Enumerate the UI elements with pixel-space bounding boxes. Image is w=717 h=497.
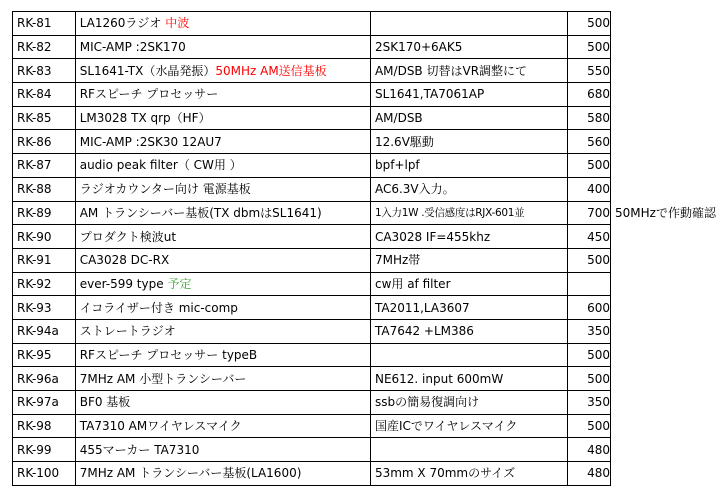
name-cell[interactable] (75, 201, 370, 225)
code-cell[interactable]: RK-85 (13, 106, 76, 130)
note-cell[interactable]: 2SK170+6AK5 (370, 35, 567, 59)
price-cell[interactable]: 500 (568, 154, 611, 178)
extra-cell[interactable] (611, 462, 717, 486)
code-cell[interactable]: RK-93 (13, 296, 76, 320)
code-cell[interactable]: RK-98 (13, 414, 76, 438)
code-cell[interactable]: RK-99 (13, 438, 76, 462)
name-cell[interactable] (75, 225, 370, 249)
name-text: LA1260ラジオ (79, 16, 162, 31)
extra-cell[interactable] (611, 367, 717, 391)
note-cell[interactable] (370, 343, 567, 367)
extra-cell[interactable] (611, 414, 717, 438)
name-text: MIC-AMP :2SK170 (79, 40, 186, 55)
name-text: TA7310 AMワイヤレスマイク (79, 419, 242, 434)
price-cell[interactable]: 600 (568, 296, 611, 320)
price-cell[interactable]: 450 (568, 225, 611, 249)
table-row (13, 12, 717, 36)
table-row (13, 225, 717, 249)
note-cell[interactable]: ssbの簡易復調向け (370, 391, 567, 415)
note-cell[interactable]: CA3028 IF=455khz (370, 225, 567, 249)
name-text: CA3028 DC-RX (79, 253, 170, 268)
product-table-body (13, 12, 717, 486)
name-cell[interactable] (75, 12, 370, 36)
note-cell[interactable]: 12.6V駆動 (370, 130, 567, 154)
extra-cell[interactable] (611, 12, 717, 36)
price-cell[interactable]: 560 (568, 130, 611, 154)
table-row (13, 391, 717, 415)
name-text: プロダクト検波ut (79, 229, 177, 244)
note-cell[interactable]: AM/DSB (370, 106, 567, 130)
extra-cell[interactable] (611, 438, 717, 462)
price-cell[interactable]: 500 (568, 12, 611, 36)
price-cell[interactable]: 500 (568, 35, 611, 59)
table-row (13, 272, 717, 296)
table-row (13, 343, 717, 367)
extra-cell[interactable] (611, 106, 717, 130)
table-row (13, 248, 717, 272)
name-text: AM トランシーバー基板(TX dbmはSL1641) (79, 205, 322, 220)
code-cell[interactable]: RK-88 (13, 177, 76, 201)
note-cell[interactable]: TA7642 +LM386 (370, 319, 567, 343)
name-text: MIC-AMP :2SK30 12AU7 (79, 134, 222, 149)
code-cell[interactable]: RK-81 (13, 12, 76, 36)
extra-cell[interactable] (611, 59, 717, 83)
price-cell[interactable]: 580 (568, 106, 611, 130)
table-row (13, 319, 717, 343)
name-text: audio peak filter（ CW用 ） (79, 158, 242, 173)
table-row (13, 130, 717, 154)
table-row (13, 35, 717, 59)
note-cell[interactable] (370, 12, 567, 36)
name-cell[interactable] (75, 296, 370, 320)
name-text: BF0 基板 (79, 395, 131, 410)
note-cell[interactable]: SL1641,TA7061AP (370, 83, 567, 107)
extra-cell[interactable]: 50MHzで作動確認 (615, 205, 716, 220)
code-cell[interactable]: RK-94a (13, 319, 76, 343)
price-cell[interactable]: 500 (568, 248, 611, 272)
table-row (13, 106, 717, 130)
price-cell[interactable]: 700 (568, 201, 611, 225)
name-text: 455マーカー TA7310 (79, 442, 200, 457)
price-cell[interactable]: 500 (568, 414, 611, 438)
code-cell[interactable]: RK-86 (13, 130, 76, 154)
code-cell[interactable]: RK-92 (13, 272, 76, 296)
note-cell[interactable]: 7MHz帯 (370, 248, 567, 272)
product-table (12, 11, 717, 486)
code-cell[interactable]: RK-89 (13, 201, 76, 225)
name-cell[interactable] (75, 438, 370, 462)
extra-cell[interactable] (611, 248, 717, 272)
name-cell[interactable] (75, 391, 370, 415)
name-text: ラジオカウンター向け 電源基板 (79, 182, 251, 197)
note-cell[interactable]: AC6.3V入力。 (370, 177, 567, 201)
name-text: RFスピーチ プロセッサー (79, 87, 219, 102)
code-cell[interactable]: RK-84 (13, 83, 76, 107)
extra-cell[interactable] (611, 225, 717, 249)
extra-cell[interactable] (611, 391, 717, 415)
code-cell[interactable]: RK-83 (13, 59, 76, 83)
name-highlight-red: 50MHz AM送信基板 (215, 63, 327, 78)
extra-cell[interactable] (611, 154, 717, 178)
table-row (13, 296, 717, 320)
price-cell[interactable]: 500 (568, 343, 611, 367)
note-cell[interactable] (370, 438, 567, 462)
code-cell[interactable]: RK-97a (13, 391, 76, 415)
name-cell[interactable] (75, 177, 370, 201)
extra-cell[interactable] (611, 130, 717, 154)
table-row (13, 438, 717, 462)
name-cell[interactable] (75, 414, 370, 438)
name-text: 7MHz AM 小型トランシーバー (79, 371, 247, 386)
name-cell[interactable] (75, 367, 370, 391)
code-cell[interactable]: RK-96a (13, 367, 76, 391)
name-cell[interactable] (75, 130, 370, 154)
table-row (13, 462, 717, 486)
note-cell[interactable]: cw用 af filter (370, 272, 567, 296)
name-text: ever-599 type (79, 276, 164, 291)
table-row (13, 59, 717, 83)
name-cell[interactable] (75, 462, 370, 486)
note-cell[interactable]: NE612. input 600mW (370, 367, 567, 391)
name-cell[interactable] (75, 154, 370, 178)
name-cell[interactable] (75, 106, 370, 130)
table-row (13, 201, 717, 225)
code-cell[interactable]: RK-100 (13, 462, 76, 486)
code-cell[interactable]: RK-91 (13, 248, 76, 272)
table-row (13, 83, 717, 107)
price-cell[interactable]: 480 (568, 462, 611, 486)
name-highlight-green: 予定 (167, 276, 192, 291)
name-cell[interactable] (75, 272, 370, 296)
extra-cell[interactable] (611, 319, 717, 343)
name-text: 7MHz AM トランシーバー基板(LA1600) (79, 466, 302, 481)
name-cell[interactable] (75, 319, 370, 343)
price-cell[interactable]: 680 (568, 83, 611, 107)
note-cell[interactable]: 1入力1W .受信感度はRJX-601並 (370, 201, 567, 225)
extra-cell[interactable] (611, 35, 717, 59)
name-cell[interactable] (75, 59, 370, 83)
name-text: SL1641-TX（水晶発振） (79, 63, 216, 78)
note-cell[interactable]: AM/DSB 切替はVR調整にて (370, 59, 567, 83)
extra-cell[interactable] (611, 296, 717, 320)
code-cell[interactable]: RK-90 (13, 225, 76, 249)
price-cell[interactable]: 500 (568, 367, 611, 391)
price-cell[interactable]: 350 (568, 391, 611, 415)
table-row (13, 414, 717, 438)
name-cell[interactable] (75, 343, 370, 367)
extra-cell[interactable] (611, 177, 717, 201)
note-cell[interactable]: 53mm X 70mmのサイズ (370, 462, 567, 486)
name-text: イコライザー付き mic-comp (79, 300, 238, 315)
name-cell[interactable] (75, 35, 370, 59)
name-text: ストレートラジオ (79, 324, 176, 339)
extra-cell[interactable] (611, 83, 717, 107)
table-row (13, 367, 717, 391)
note-cell[interactable]: 国産ICでワイヤレスマイク (370, 414, 567, 438)
price-cell[interactable]: 400 (568, 177, 611, 201)
note-cell[interactable]: bpf+lpf (370, 154, 567, 178)
name-highlight-red: 中波 (165, 16, 190, 31)
extra-cell[interactable] (611, 272, 717, 296)
name-cell[interactable] (75, 83, 370, 107)
price-cell[interactable]: 480 (568, 438, 611, 462)
table-row (13, 177, 717, 201)
price-cell[interactable]: 550 (568, 59, 611, 83)
extra-cell[interactable] (611, 343, 717, 367)
name-text: LM3028 TX qrp（HF） (79, 111, 211, 126)
price-cell[interactable] (568, 272, 611, 296)
name-cell[interactable] (75, 248, 370, 272)
name-text: RFスピーチ プロセッサー typeB (79, 347, 258, 362)
code-cell[interactable]: RK-82 (13, 35, 76, 59)
note-cell[interactable]: TA2011,LA3607 (370, 296, 567, 320)
code-cell[interactable]: RK-87 (13, 154, 76, 178)
price-cell[interactable]: 350 (568, 319, 611, 343)
table-row (13, 154, 717, 178)
code-cell[interactable]: RK-95 (13, 343, 76, 367)
